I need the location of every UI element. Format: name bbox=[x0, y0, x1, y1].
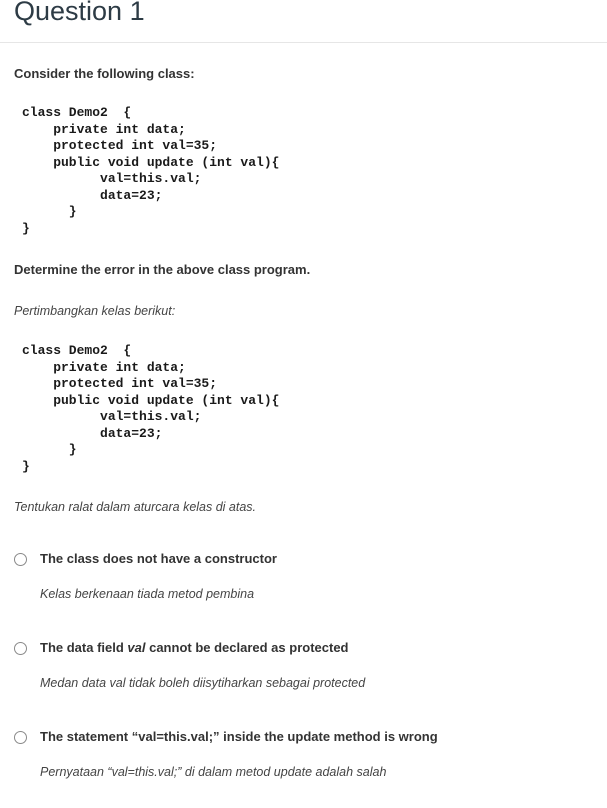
option-label-end: cannot be declared as protected bbox=[145, 640, 349, 655]
radio-button[interactable] bbox=[14, 642, 27, 655]
option-label[interactable] bbox=[40, 640, 349, 655]
option-translation: Medan data val tidak boleh diisytiharkan sebagai protected bbox=[40, 676, 366, 690]
option-label-emphasis: val bbox=[127, 640, 146, 655]
instruction-english: Determine the error in the above class program. bbox=[14, 262, 311, 277]
question-header bbox=[0, 0, 607, 43]
answer-option-2[interactable] bbox=[14, 640, 594, 690]
code-block-malay: class Demo2 { private int data; protected int val=35; public void update (int val){ val=this.val; data=23; } } bbox=[22, 343, 280, 474]
option-label-start: The data field bbox=[40, 640, 128, 655]
prompt-english: Consider the following class: bbox=[14, 66, 195, 81]
option-label[interactable]: The statement “val=this.val;” inside the update method is wrong bbox=[40, 729, 438, 744]
option-label[interactable]: The class does not have a constructor bbox=[40, 551, 277, 566]
instruction-malay: Tentukan ralat dalam aturcara kelas di atas. bbox=[14, 500, 257, 514]
answer-option-1[interactable] bbox=[14, 551, 594, 601]
option-translation: Kelas berkenaan tiada metod pembina bbox=[40, 587, 255, 601]
radio-button[interactable] bbox=[14, 731, 27, 744]
prompt-malay: Pertimbangkan kelas berikut: bbox=[14, 304, 176, 318]
radio-button[interactable] bbox=[14, 553, 27, 566]
question-title: Question 1 bbox=[14, 0, 145, 26]
option-translation: Pernyataan “val=this.val;” di dalam metod update adalah salah bbox=[40, 765, 387, 779]
answer-option-3[interactable] bbox=[14, 729, 594, 779]
code-block-english: class Demo2 { private int data; protected int val=35; public void update (int val){ val=this.val; data=23; } } bbox=[22, 105, 280, 236]
